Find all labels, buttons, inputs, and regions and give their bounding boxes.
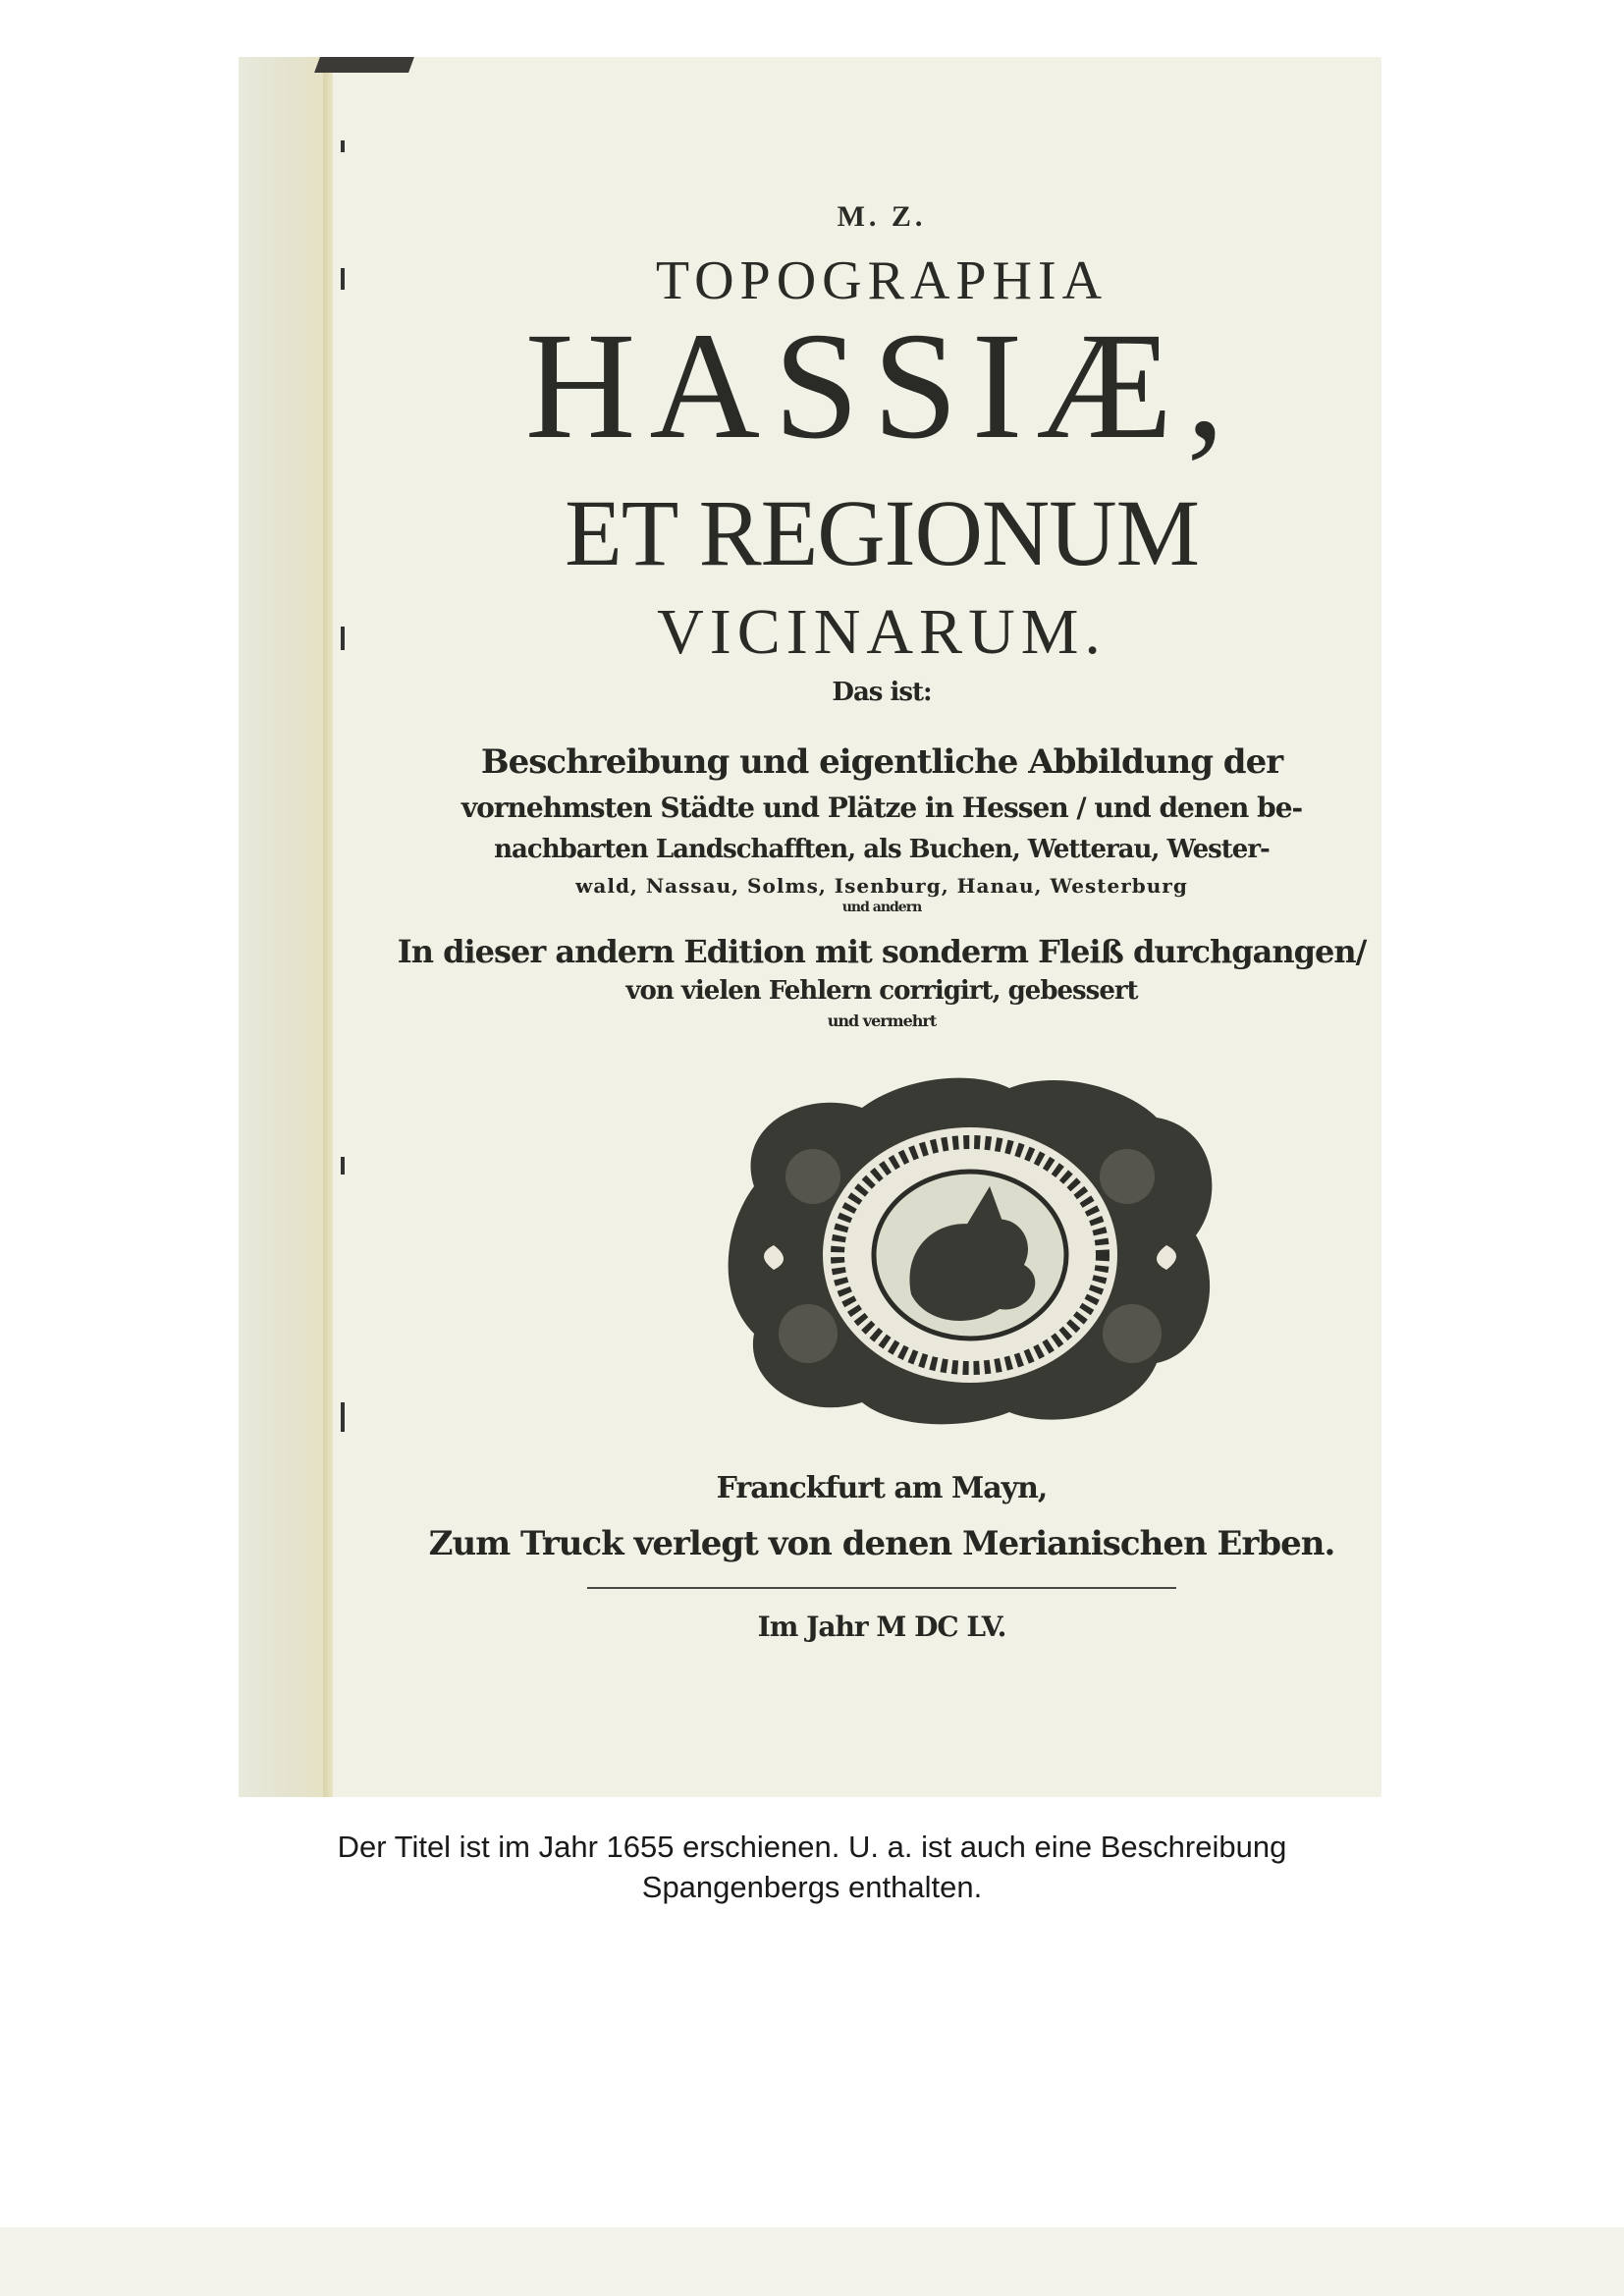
book-spine-edge xyxy=(323,57,333,1797)
spine-mark xyxy=(341,627,345,650)
spine-mark xyxy=(341,1157,345,1175)
title-et-regionum: ET REGIONUM xyxy=(565,480,1199,585)
description-line: Beschreibung und eigentliche Abbildung der xyxy=(480,742,1283,782)
title-topographia: TOPOGRAPHIA xyxy=(655,250,1109,311)
book-spine-shadow xyxy=(239,57,329,1797)
caption-line-1: Der Titel ist im Jahr 1655 erschienen. U. a. ist auch eine Beschreibung xyxy=(337,1830,1287,1864)
edition-line: von vielen Fehlern corrigirt, gebessert xyxy=(625,976,1138,1006)
place-of-publication: Franckfurt am Mayn, xyxy=(716,1471,1048,1505)
printer-line: Zum Truck verlegt von denen Merianischen Erben. xyxy=(428,1524,1335,1563)
divider-rule xyxy=(587,1587,1176,1589)
description-line: wald, Nassau, Solms, Isenburg, Hanau, Westerburg xyxy=(575,874,1188,898)
spine-mark xyxy=(341,140,345,152)
spine-mark xyxy=(341,268,345,290)
caption-line-2: Spangenbergs enthalten. xyxy=(641,1870,983,1904)
edition-line: und vermehrt xyxy=(827,1011,937,1030)
description-line: nachbarten Landschafften, als Buchen, Wetterau, Wester- xyxy=(494,835,1270,864)
shelf-mark: M. Z. xyxy=(837,200,927,233)
title-hassiae: HASSIÆ, xyxy=(524,301,1239,470)
vignette-ornament-icon xyxy=(729,1078,1213,1425)
edition-line: In dieser andern Edition mit sonderm Fleiß durchgangen/ xyxy=(397,933,1367,970)
bottom-band xyxy=(0,2227,1624,2296)
printers-vignette xyxy=(715,1068,1225,1432)
description-line: vornehmsten Städte und Plätze in Hessen / und denen be- xyxy=(460,792,1303,824)
book-spine-top xyxy=(314,57,414,73)
publication-year: Im Jahr M DC LV. xyxy=(757,1611,1006,1643)
das-ist-line: Das ist: xyxy=(832,678,932,707)
spine-mark xyxy=(341,1402,345,1432)
caption xyxy=(196,1827,1428,1907)
description-line: und andern xyxy=(841,900,922,915)
title-page-scan xyxy=(239,57,1381,1797)
title-vicinarum: VICINARUM. xyxy=(657,596,1107,668)
